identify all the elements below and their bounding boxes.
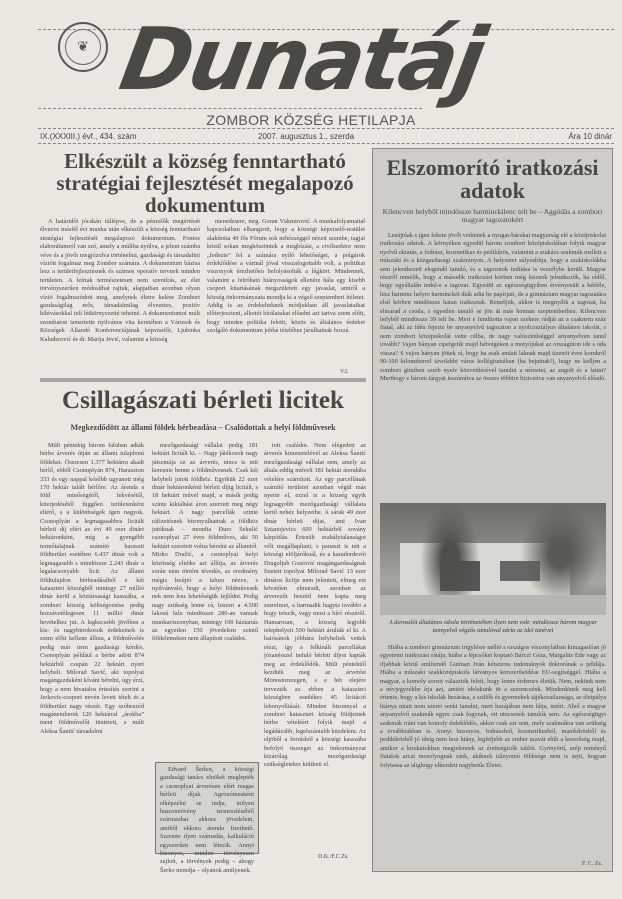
article1-column-2	[207, 218, 365, 368]
article2-column-2	[152, 442, 258, 758]
article3-text1-paragraph: Lesújtóak s igen fekete jövőt vetítenek a nyugat-bácskai magyarság elé a középiskolai iratkozási adatok. A környéken egyedül három zombori középiskolában folyik magyar nyelvű oktatás, a fodrász, kozmetikus és pedikűrös, valamint a szakács szakmák mellett a műszaki és a közgazdasági szakirányon. A helyzetet súlyosbítja, hogy a szakiskolákba sem jelentkezett elegendő tanuló, és a tagozatok indítása is veszélybe került. Magyar részről remélik, hogy a második iratkozási körben még lesznek jelentkezők, ha eldől, hogy egyáltalán indul-e a tagozat. Egyedül az egészségügyiben érvényesült a hétféle, hisz harminc helyre harminckét diák adta be papírjait, de a gimnázium magyar tagozatára első körben mindössze hatan iratkoztak. Reméljük, akkor is megnyílik a tagozat, ha elmarad a csoda, s egyetlen tanuló se jön át más honnan szeptemberben. Kilencven helyből mindössze 39 telt be. Mert e fundította vajon szekere rúdját az a csaknem száz fiatal, aki az idén fejezte be anyanyelvű tagozaton a nyolcosztályos általános iskolát, s nem zombori középiskolát vette célba, de nagy valószínűséggel anyanyelven tanul tovább? Vajon hányan cipelgetik majd hétvégeken a motyójukat az országúton ide s oda vissza? S vajon hányan jöttek rá, hogy ha esak amiatt laknak majd tizenöt éves korukról 90-100 kilométerrel távolabbi város kollégiumában (ha bejutnak!), hogy ne kelljen a zombori gimiben szerb nyelv közvetítésével tanulni a németet, az angolt és a latint? Merthogy e három tárgyat leszámítva az összes többire biztosítva van anyanyelvű előadó.	[380, 232, 606, 382]
article2-headline: Csillagászati bérleti licitek	[62, 387, 344, 414]
masthead-subtitle: ZOMBOR KÖZSÉG HETILAPJA	[206, 112, 416, 128]
willow-tree	[520, 503, 600, 603]
article2-column-3	[264, 442, 366, 854]
article3-text-2	[380, 644, 606, 860]
article1-headline: Elkészült a község fenntartható stratégiai fejlesztését megalapozó dokumentum	[56, 149, 354, 218]
article2-col1-text: Múlt péntekig három faluban adták bérbe árverés útján az állami tulajdonú földeket. Összesen 1.377 hektárra akadt bérlő, ebből Csonoplyán 874, Haraszton 333 és egy nappal később ugyanott még 170 hektár talált bérlőre. Az árenda a föld minőségétől, fekvésétől, kiterjedésétől függően területenként eltérő, s a különbségek igen nagyok. Csonoplyán a legmagasabbra licitált bérleti díj eléri az évi 49 ezer dinárt hektáronként, míg a gyengébb termőtalajnak számító haraszti földterület esetében 6.437 dinár volt a legmagasabb s mindössze 2.243 dinár a legalacsonyabb licit. Az állami földtulajdon bérbeadásából e két kataszteri községből mintegy 27 millió dinár kerül a köztársasági kasszába, a zombori község költségvetése pedig hozzávetőlegesen 11 millió dinár bevételhez jut. A legkecsebb jövőben a kis- és nagybirtokosok érdekeinek is szem előtt kellene állnia, a földművelés pedig már nem gazdasági kérdés. Csonoplyán például a bérbe adott 874 hektárból csupán 22 hektárt nyert helybeli. Milorad Savić, aki topolyai magángazdaként kívánt bérelni, úgy érzi, hogy a nem hivatalos értesítés szerint a Jerkovic-csoport nevén levett tételt és a földterület nagy részét. Egy szóbeszéd magánemberek 120 hektárral „árokba” ment földművelőt tüntetett, s múlt Aleksa Šantić társadalmi	[40, 442, 144, 735]
article1-col1-text: A határidőt jócskán túllépve, de a pénzelők megértését élvezve másfél évi munka után elkészült a község fenntartható stratégiai fejlesztését megalapozó dokumentum. Fontos elaborátumról van szó, amely a múltba nyúlva, a jelent számba véve és a jövőt megjózolva történelmi, gazdasági és társadalmi vízióit fogalmaz meg Zombor számára. A dokumentum bázisa lesz a területfejlesztésnek és számos operatív tervnek minden területen. A leírtak természetesen nem szentírás, az élet törvényszerűen módosíthat rajtuk, alapjaiban azonban olyan vízió fogalmazódott meg, amelynek életre kelése Zombort gazdaságilag erős, társadalmilag élvezetes, pozitív kihívásokkal teli létkörnyezetté tehetné. A dokumentumot múlt szombaton ismertette nyilvános vita keretében a Városok és Községek Állandó Konferenciájának képviselői, Ljubinka Kaluđerović és dr. Marija Jević, valamint a község	[40, 218, 200, 343]
school-building-photo	[380, 503, 606, 615]
photo-caption: A doroszlói általános iskola történetében ilyen nem volt: mindössze három magyar tannyelvű végzős tanulóval zárta az idei tanévet	[388, 619, 598, 634]
article1-col2-text: menedzsere, mrg. Goran Vukmirović. A munkafolyamattal kapcsolatban elhangzott, hogy a községi képviselő-testület alakította 40 fős Fórum sok nehézséggel nézett szembe, tagjai közül sokan megköszöntek a megbízást, a civilszektor nem „fedezte” fel a számára nyíló lehetőséget, a polgárok érdeklődése a vártnál jóval visszafogottabb volt, a politikai viszonyok érezhetően befolyásolták a légkört. Mindennek, valamint a felróható hiányosságok ellenére hála egy kisebb csoport kitartásának megszületett egy javaslat, amiről a község önkormányzata mondja ki a végső szeptemberi ítéletet. Addig is az érdekelteknek módjukban áll javaslataikat előterjeszteni, alkotói bírálatukat előadni azt tartva szem előtt, hogy minden politika feletti, közös és általános érdeket szolgáló dokumentum jobbá tételéhez járulhatnak hozzá.	[207, 218, 365, 335]
article3-text-1	[380, 232, 606, 500]
issue-number: IX.(XXXIII.) évf., 434. szám	[40, 132, 137, 141]
article3-subhead: Kilencven helyből mindössze harminckilenc telt be – Aggódás a zombori magyar tagozatokért	[382, 207, 603, 224]
article2-column-1	[40, 442, 144, 894]
article2-signature: D.K./F.C.Zs.	[318, 854, 349, 860]
article3-signature: F. C. Zs.	[582, 861, 603, 867]
issue-date: 2007. augusztus 1., szerda	[258, 132, 355, 141]
article2-sidebox	[155, 762, 259, 874]
article2-subhead: Megkezdődött az állami földek bérbeadása – Csalódottak a helyi földművesek	[70, 423, 336, 432]
masthead-title: Dunatáj	[113, 10, 491, 110]
article1-signature: V.I.	[340, 369, 349, 375]
issue-price: Ára 10 dinár	[568, 132, 612, 141]
ground	[380, 595, 606, 615]
article2-col2-text: mezőgazdasági vállalat pedig 181 hektárt licitált ki. – Nagy játékosok nagy játszmája ez az árverés, nincs is mit keresnie benne a földművesnek. Csak két helybeli jutott földhöz. Egyikük 22 ezer dinár hektáronkénti bérleti díjig licitált, s 18 hektárt művel majd, a másik pedig szinte kikiáltási áron szerzett meg négy hektárt. A nagy parcellák szinte ráfizetésnek bizonyulhatnak a földhöz jutóknak – mondta Đuro Sekulić csonoplyai 27 éves földműves, aki 50 hektárt szeretett volna bérelni az államtól. Mirko Dražić, a csonoplyai helyi közösség elnöke azt állítja, az árverés során nem történt tévedés, az eredmény mégis lesújtó a falura nézve, s nyilvánvaló, hogy a helyi földművesek nek nem lesz lehetőségük fejlődni. Pedig nagy szükség lenne rá, hiszen a 4.500 lakosú falu mindössze 280-an vannak munkaviszonyban, mintegy 100 háztartás az egyetlen 150 jövedelem szintű földelemeken nem állapított családot.	[152, 442, 258, 643]
section-divider	[40, 378, 366, 382]
seal-emblem-icon: ❦	[65, 29, 101, 65]
subtitle-rule	[38, 128, 614, 129]
article2-col3-text: tott családot. Nem elégedett az árverés kimenetelével az Aleksa Šantić mezőgazdasági vállalat sem, amely az általa eddig művelt 181 hektár árendába vételére számított. Az egy parcellának számító területet azonban végül más nyerte el, ezzel is a község egyik legnagyobb mezőgazdasági vállalata kerül nehéz helyzetbe. A sárak 49 ezer dinár bérleti díjat, ami Ivan Sztanojevics 600 hektárból sovány kárpótlás. Értesült szabálytalanságot vélt megállapítani, s panaszt is tett a községi elöljáróknál, és a karadordevói Dragoljub Gostović magángazdaságnak fizetett topolyai Milorad Savić 13 ezer dináros licitje nem jelentett, elmeg ezt követően elmaradt, azonban az árverezőt beszéd nem kapta meg szerelmet, a harmadik hagyta további a hogy tetszik, vagy most a bíró részéről. Hamarosan, a község legjobb telephelyeit 500 hektárt árulták el ki. A hatósánok jóbbára helybeliek vettek részt, így a felkínált parcellákat józanésszel induló bérleti díjon kapták meg az érdeklődők. Múlt péntektől kezdték meg az árverést Monostorszegen, s e hét elejére tervezték az ebben a kataszteri községben esedékes 45 licitáció lebonyolítását. Minden bizonnyal a zombori kataszteri község földjeinek bérbe vételéért folyik majd a legádázabb, legelszántabb küzdelem. Az eljöből a forrásból a községi kasszába befolyó összeget az önkormányzat kizárólag mezőgazdasági szükségletekre költheti el.	[264, 442, 366, 769]
article1-column-1	[40, 218, 200, 378]
municipality-seal-logo	[58, 22, 108, 72]
masthead-rule	[38, 108, 422, 109]
article3-headline: Elszomorító iratkozási adatok	[386, 155, 599, 204]
article2-sidebox-text: Edvard Šerkot, a községi gazdasági tanács elnökét meglepték a csonoplyai árverésen elért magas bérleti díjak. Agronómusként elképzelni se tudja, milyen haszonnövény termesztéséből származhat akkora jövedelem, amiből ekkora árenda fizethető. Szerinte ilyen számadás, kalkuláció egyszerűen nem létezik. Annyi bizonyos, minden törvényesen zajlott, a törvények pedig – ahogy Šerko mondja – olyanok amilyenek.	[160, 766, 254, 874]
article3-text2-paragraph: Hiába a zombori gimnázium irigylésre méltó s országos viszonylatban kimagaslóan jó egyetemi iratkozási rátája, hiába a lépcsőket koptató Bárczi Géza, Margalits Ede vagy az ifjabbak közül említendő Gutman Iván kétszeres tudományok doktorának a példája. Hiába a műszaki szakközépiskola látványos korszerűsödése EU-segítséggel. Hiába a magyar, a komoly sorsot választók felett, hogy lenne érdemes életük. Nem, nekünk nem a névjegyzékbe írja azt, amiért idelakunk itt a szerencsénk. Mindenkinek meg kell értenie, hogy a kis iskolák bezárása, a szülők és gyermekek tájékozatlansága, az életpálya hiánya miatt nem szeret senki tanulni, mert hazájában nem látja, miért. Ahol a magyar anyanyelvű szakmák egyre csak fogynak, ott nincsenek tanulók sem. Az egészségügyi szakmák iránt van komoly érdeklődés, akkor csak azt sem, mely szakmákra van szükség a továbbiakban is. Annyi bizonyos, fodrászból, kozmetikusból, manikűrösből és pedikűrösből jó ideig nem lesz hiány, legfeljebb az ember szavát elüli a keserűség majd, amikor a kirakatokban megjelennek az érettségizők tablói. Gyönyörű, szép reményű fiatalok arcai mosolyognak ránk, akiknek túlnyomó többsége nem is sejti, hogyan folytassa az alighogy elkezdett nagybetűs Életet.	[380, 644, 606, 769]
info-rule	[38, 143, 614, 144]
